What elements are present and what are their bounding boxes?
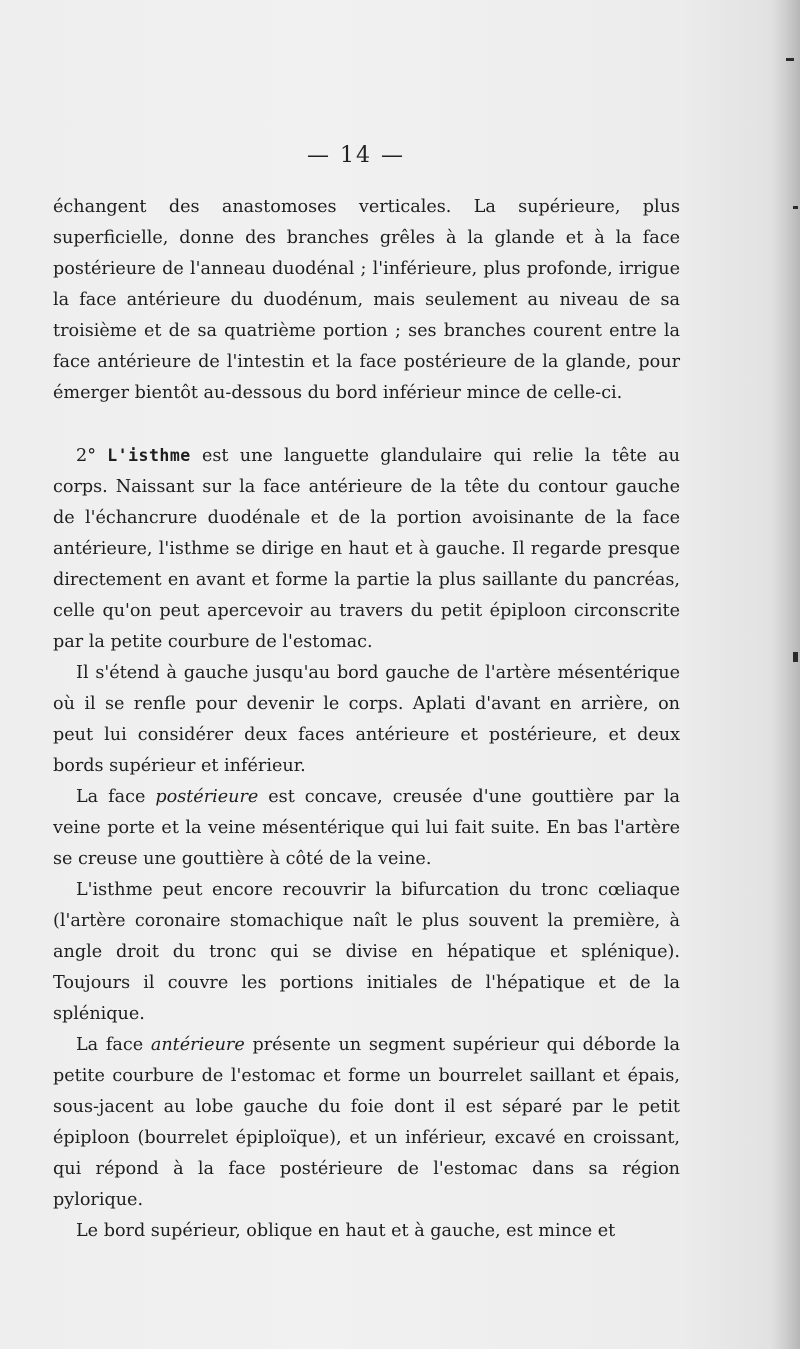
page-edge-mark: [793, 652, 798, 662]
paragraph-4-lead: La face: [76, 787, 156, 807]
page-edge-shadow: [772, 0, 800, 1349]
posterieure-term: postérieure: [155, 787, 259, 807]
paragraph-4-text: est concave, creusée d'une gouttière par la veine porte et la veine mésentérique qui lui fait suite. En bas l'artère se creuse une gouttière à côté de la veine.: [53, 787, 680, 869]
page-edge-mark: [793, 206, 798, 209]
page-edge-mark: [786, 58, 794, 61]
isthme-term: L'isthme: [107, 446, 191, 465]
body-text: [53, 192, 680, 1247]
section-number: 2°: [76, 446, 108, 466]
paragraph-2: [53, 440, 680, 658]
page-number: — 14 —: [307, 143, 405, 168]
paragraph-5: L'isthme peut encore recouvrir la bifurcation du tronc cœliaque (l'artère coronaire stomachique naît le plus souvent la première, à angle droit du tronc qui se divise en hépatique et splénique). Toujours il couvre les portions initiales de l'hépatique et de la splénique.: [53, 880, 680, 1024]
paragraph-6-lead: La face: [76, 1035, 151, 1055]
anterieure-term: antérieure: [150, 1035, 245, 1055]
paragraph-1: échangent des anastomoses verticales. La supérieure, plus superficielle, donne des branches grêles à la glande et à la face postérieure de l'anneau duodénal ; l'inférieure, plus profonde, irrigue la face antérieure du duodénum, mais seulement au niveau de sa troisième et de sa quatrième portion ; ses branches courent entre la face antérieure de l'intestin et la face postérieure de la glande, pour émerger bientôt au-dessous du bord inférieur mince de celle-ci.: [53, 197, 680, 403]
paragraph-3: Il s'étend à gauche jusqu'au bord gauche de l'artère mésentérique où il se renfle pour devenir le corps. Aplati d'avant en arrière, on peut lui considérer deux faces antérieure et postérieure, et deux bords supérieur et inférieur.: [53, 663, 680, 776]
paragraph-4: [53, 782, 680, 875]
paragraph-6-text: présente un segment supérieur qui déborde la petite courbure de l'estomac et forme un bourrelet saillant et épais, sous-jacent au lobe gauche du foie dont il est séparé par le petit épiploon (bourrelet épiploïque), et un inférieur, excavé en croissant, qui répond à la face postérieure de l'estomac dans sa région pylorique.: [53, 1035, 681, 1210]
paragraph-2-text: est une languette glandulaire qui relie la tête au corps. Naissant sur la face antérieure de la tête du contour gauche de l'échancrure duodénale et de la portion avoisinante de la face antérieure, l'isthme se dirige en haut et à gauche. Il regarde presque directement en avant et forme la partie la plus saillante du pancréas, celle qu'on peut apercevoir au travers du petit épiploon circonscrite par la petite courbure de l'estomac.: [53, 446, 680, 652]
paragraph-6: [53, 1030, 680, 1216]
paragraph-7: Le bord supérieur, oblique en haut et à gauche, est mince et: [76, 1221, 616, 1241]
